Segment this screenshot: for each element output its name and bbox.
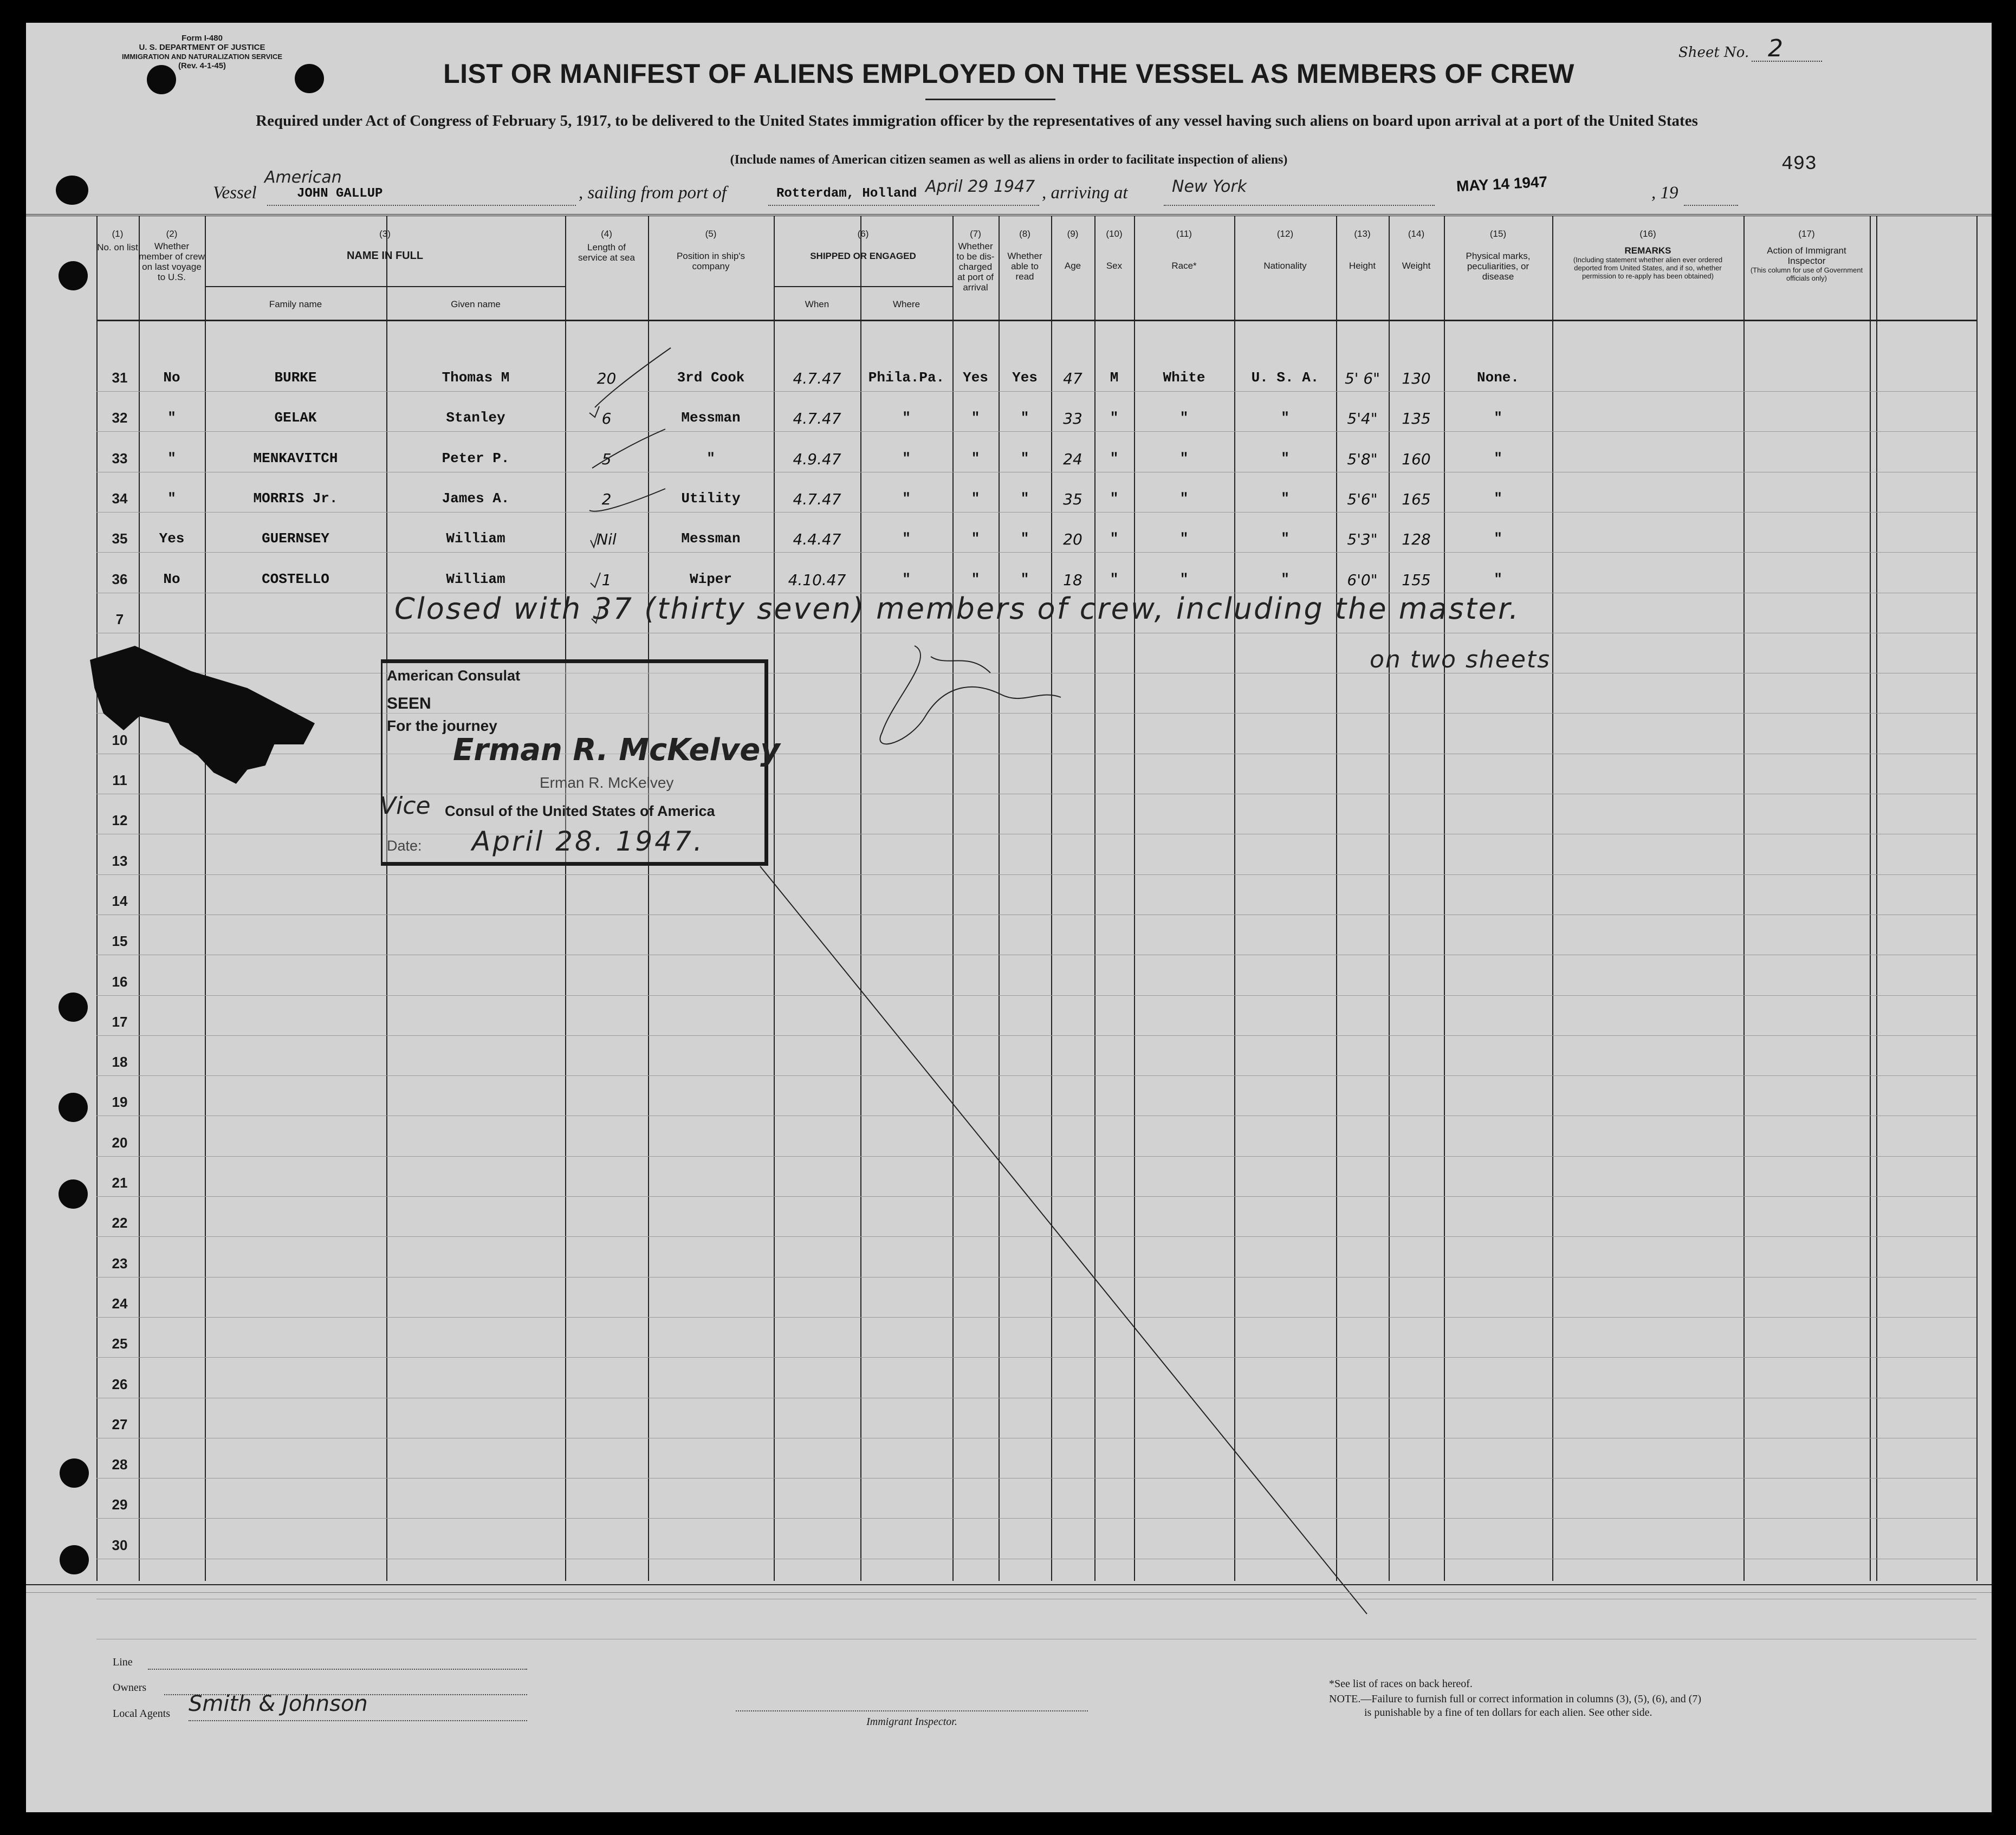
crew-cell-service: 20 (597, 369, 617, 387)
stamp-consulate: American Consulat (387, 667, 521, 684)
crew-cell-discharge: " (971, 410, 980, 426)
crew-cell-weight: 128 (1402, 530, 1431, 549)
binder-hole (59, 1093, 88, 1122)
crew-cell-given: Thomas M (442, 369, 510, 386)
footer-owners-label: Owners (113, 1682, 147, 1694)
row-number: 35 (112, 530, 128, 547)
binder-hole (59, 993, 88, 1022)
crew-cell-family: COSTELLO (262, 570, 329, 587)
crew-cell-sex: M (1110, 369, 1119, 386)
crew-cell-sex: " (1110, 530, 1119, 547)
crew-cell-position: " (706, 450, 715, 466)
row-number: 20 (112, 1134, 128, 1151)
year-label: , 19 (1651, 183, 1678, 203)
crew-cell-race: " (1179, 410, 1189, 426)
footer-inspector-label: Immigrant Inspector. (866, 1716, 957, 1728)
crew-cell-sex: " (1110, 570, 1119, 587)
crew-cell-where: Phila.Pa. (868, 369, 945, 386)
col-4-header: Length of service at sea (578, 242, 635, 263)
arriving-port: New York (1172, 177, 1247, 196)
crew-cell-last: " (167, 450, 176, 466)
row-number: 10 (112, 731, 128, 748)
crew-cell-discharge: " (971, 570, 980, 587)
col-when-header: When (805, 299, 829, 309)
col-given-name-header: Given name (451, 299, 501, 309)
crew-cell-race: White (1163, 369, 1205, 386)
crew-cell-given: James A. (442, 490, 510, 507)
sheet-label: Sheet No. (1678, 44, 1749, 61)
crew-cell-marks: " (1494, 570, 1502, 587)
crew-cell-weight: 135 (1402, 410, 1431, 428)
binder-hole (60, 1545, 89, 1574)
sheet-value: 2 (1768, 35, 1783, 62)
crew-cell-discharge: " (971, 450, 980, 466)
col-15-header: Physical marks, peculiarities, or disease (1466, 251, 1531, 282)
form-number: Form I-480 (181, 34, 223, 43)
footer-note-penalty-2: is punishable by a fine of ten dollars for each alien. See other side. (1364, 1707, 1652, 1719)
form-revision: (Rev. 4-1-45) (178, 61, 226, 70)
footer-note-races: *See list of races on back hereof. (1329, 1678, 1473, 1690)
crew-cell-service: 1 (601, 570, 612, 589)
crew-cell-race: " (1179, 450, 1189, 466)
sailing-date: April 29 1947 (925, 177, 1035, 196)
crew-cell-marks: " (1494, 530, 1502, 547)
crew-cell-service: 2 (601, 490, 612, 508)
row-number: 11 (112, 772, 127, 788)
crew-cell-nationality: " (1281, 530, 1289, 547)
stamp-vice: Vice (380, 792, 431, 820)
crew-cell-nationality: " (1281, 450, 1289, 466)
col-1-header: No. on list (97, 242, 138, 252)
crew-cell-height: 5' 6" (1344, 369, 1380, 387)
arriving-label: , arriving at (1042, 183, 1128, 203)
crew-cell-marks: " (1494, 410, 1502, 426)
closing-note-sheets: on two sheets (1370, 646, 1551, 673)
row-number: 18 (112, 1054, 128, 1071)
footer-note-penalty: NOTE.—Failure to furnish full or correct information in columns (3), (5), (6), and (7) (1329, 1693, 1702, 1705)
table-bottom-rule (26, 1584, 1992, 1587)
stamp-typed-name: Erman R. McKelvey (540, 774, 674, 791)
page-title: LIST OR MANIFEST OF ALIENS EMPLOYED ON THE VESSEL AS MEMBERS OF CREW (443, 59, 1574, 89)
col-9-number: (9) (1067, 229, 1079, 239)
row-number: 17 (112, 1013, 128, 1030)
vessel-nationality: American (264, 168, 342, 187)
crew-cell-discharge: Yes (963, 369, 988, 386)
col-17-header: Action of Immigrant Inspector (1767, 245, 1846, 266)
col-15-number: (15) (1489, 229, 1507, 239)
crew-cell-race: " (1179, 490, 1189, 507)
col-5-header: Position in ship's company (676, 251, 746, 271)
crew-cell-age: 35 (1063, 490, 1082, 508)
col-12-number: (12) (1276, 229, 1294, 239)
crew-cell-family: GELAK (274, 410, 317, 426)
crew-cell-nationality: U. S. A. (1251, 369, 1319, 386)
col-14-header: Weight (1402, 261, 1431, 271)
form-service: IMMIGRATION AND NATURALIZATION SERVICE (121, 53, 283, 61)
sailing-label: , sailing from port of (579, 183, 727, 203)
col-7-number: (7) (970, 229, 981, 239)
crew-cell-last: No (163, 570, 180, 587)
page-subtitle-note: (Include names of American citizen seamen as well as aliens in order to facilitate inspection of aliens) (730, 153, 1288, 167)
crew-cell-given: William (446, 530, 505, 547)
crew-cell-weight: 130 (1402, 369, 1431, 387)
title-underline (925, 99, 1055, 100)
table-top-rule (26, 214, 1992, 216)
col-10-number: (10) (1106, 229, 1123, 239)
crew-cell-position: Messman (681, 410, 741, 426)
crew-cell-position: Messman (681, 530, 741, 547)
row-number: 27 (112, 1416, 128, 1432)
col-where-header: Where (892, 299, 921, 309)
col-8-header: Whether able to read (1007, 251, 1042, 282)
col-1-number: (1) (112, 229, 124, 239)
col-3-number: (3) (379, 229, 391, 239)
row-number: 13 (112, 852, 128, 869)
crew-cell-when: 4.10.47 (788, 570, 846, 589)
col-12-header: Nationality (1263, 261, 1307, 271)
row-number: 29 (112, 1496, 128, 1513)
crew-cell-service: 5 (601, 450, 612, 468)
page-number: 493 (1781, 153, 1817, 175)
col-10-header: Sex (1106, 261, 1123, 271)
sailing-port: Rotterdam, Holland (776, 186, 917, 201)
col-6-number: (6) (857, 229, 869, 239)
row-number: 26 (112, 1376, 128, 1392)
binder-hole (56, 176, 88, 205)
crew-cell-age: 33 (1063, 410, 1082, 428)
footer-agents-signature: Smith & Johnson (189, 1691, 368, 1716)
crew-cell-sex: " (1110, 490, 1119, 507)
crew-cell-position: 3rd Cook (677, 369, 745, 386)
crew-cell-where: " (902, 450, 911, 466)
crew-cell-family: GUERNSEY (262, 530, 329, 547)
crew-cell-read: Yes (1012, 369, 1038, 386)
crew-cell-height: 5'4" (1347, 410, 1378, 428)
manifest-sheet (26, 23, 1992, 1812)
crew-cell-marks: None. (1476, 369, 1519, 386)
consul-signature: Erman R. McKelvey (453, 732, 780, 768)
col-9-header: Age (1064, 261, 1081, 271)
crew-cell-last: No (163, 369, 180, 386)
crew-cell-service: Nil (597, 530, 617, 549)
col-17-number: (17) (1798, 229, 1815, 239)
crew-cell-where: " (902, 410, 911, 426)
col-16-note: (Including statement whether alien ever ordered deported from United States, and if so, whether permission to re-apply has been obtained) (1573, 256, 1723, 280)
consular-stamp (380, 659, 780, 866)
col-2-number: (2) (166, 229, 178, 239)
crew-cell-position: Wiper (689, 570, 732, 587)
checkmark-strokes (584, 342, 676, 624)
col-11-header: Race* (1171, 261, 1197, 271)
row-number: 19 (112, 1094, 128, 1111)
col-6-header: SHIPPED OR ENGAGED (810, 251, 916, 261)
stamp-seen: SEEN (387, 695, 431, 712)
col-4-number: (4) (601, 229, 612, 239)
row-number: 16 (112, 973, 128, 990)
col-5-number: (5) (705, 229, 717, 239)
crew-cell-height: 5'8" (1347, 450, 1378, 468)
crew-cell-race: " (1179, 570, 1189, 587)
row-number: 22 (112, 1215, 128, 1231)
crew-cell-last: " (167, 410, 176, 426)
col-13-number: (13) (1354, 229, 1371, 239)
row-number: 34 (112, 490, 128, 507)
crew-cell-age: 18 (1063, 570, 1082, 589)
stamp-journey: For the journey (387, 717, 497, 734)
stamp-date-label: Date: (387, 838, 422, 854)
crew-cell-when: 4.7.47 (793, 369, 841, 387)
crew-cell-when: 4.9.47 (793, 450, 841, 468)
crew-cell-height: 5'3" (1347, 530, 1378, 549)
row-number: 25 (112, 1335, 128, 1352)
row-number: 7 (115, 611, 124, 627)
row-number: 30 (112, 1536, 128, 1553)
row-number: 23 (112, 1255, 128, 1272)
crew-cell-read: " (1020, 530, 1029, 547)
col-family-name-header: Family name (269, 299, 322, 309)
row-number: 12 (112, 812, 128, 829)
crew-cell-position: Utility (681, 490, 741, 507)
footer-agents-label: Local Agents (113, 1708, 171, 1720)
crew-cell-height: 6'0" (1347, 570, 1378, 589)
col-2-header: Whether member of crew on last voyage to U.S. (139, 241, 205, 282)
vessel-name: JOHN GALLUP (297, 186, 383, 201)
crew-cell-nationality: " (1281, 570, 1289, 587)
row-number: 36 (112, 570, 128, 587)
crew-cell-read: " (1020, 450, 1029, 466)
crew-cell-last: " (167, 490, 176, 507)
footer-line-label: Line (113, 1656, 133, 1668)
crew-cell-given: William (446, 570, 505, 587)
page-subtitle: Required under Act of Congress of February 5, 1917, to be delivered to the United States immigration officer by the representatives of any vessel having such aliens on board upon arrival at a port of the United States (256, 112, 1698, 129)
crew-cell-where: " (902, 530, 911, 547)
row-number: 32 (112, 410, 128, 426)
cancellation-line (757, 864, 1386, 1617)
col-7-header: Whether to be dis-charged at port of arrival (956, 241, 995, 293)
crew-cell-height: 5'6" (1347, 490, 1378, 508)
crew-cell-discharge: " (971, 530, 980, 547)
crew-cell-given: Peter P. (442, 450, 510, 466)
crew-cell-nationality: " (1281, 490, 1289, 507)
crew-cell-weight: 160 (1402, 450, 1431, 468)
crew-cell-race: " (1179, 530, 1189, 547)
crew-cell-age: 24 (1063, 450, 1082, 468)
crew-cell-sex: " (1110, 410, 1119, 426)
row-number: 28 (112, 1456, 128, 1473)
crew-cell-read: " (1020, 490, 1029, 507)
row-number: 24 (112, 1295, 128, 1312)
stamp-consul-title: Consul of the United States of America (445, 803, 715, 819)
crew-cell-age: 47 (1063, 369, 1082, 387)
crew-cell-read: " (1020, 570, 1029, 587)
binder-hole (60, 1458, 89, 1488)
closing-note: Closed with 37 (thirty seven) members of crew, including the master. (394, 592, 1520, 626)
col-16-number: (16) (1639, 229, 1656, 239)
row-number: 21 (112, 1175, 128, 1191)
row-number: 31 (112, 369, 128, 386)
crew-cell-read: " (1020, 410, 1029, 426)
arrival-date-stamp: MAY 14 1947 (1456, 173, 1548, 195)
stamp-date: April 28. 1947. (472, 826, 704, 857)
ink-blot (90, 646, 315, 787)
col-3-header: NAME IN FULL (346, 250, 424, 262)
crew-cell-when: 4.4.47 (793, 530, 841, 549)
vessel-label: Vessel (213, 183, 257, 203)
binder-hole (59, 1179, 88, 1209)
crew-cell-last: Yes (159, 530, 185, 547)
col-13-header: Height (1349, 261, 1376, 271)
crew-cell-weight: 165 (1402, 490, 1431, 508)
crew-cell-discharge: " (971, 490, 980, 507)
col-17-note: (This column for use of Government officials only) (1750, 266, 1863, 282)
crew-cell-age: 20 (1063, 530, 1082, 549)
crew-cell-when: 4.7.47 (793, 410, 841, 428)
row-number: 15 (112, 933, 128, 950)
crew-cell-family: BURKE (274, 369, 317, 386)
crew-cell-marks: " (1494, 490, 1502, 507)
crew-cell-where: " (902, 570, 911, 587)
crew-cell-nationality: " (1281, 410, 1289, 426)
crew-cell-marks: " (1494, 450, 1502, 466)
crew-cell-family: MORRIS Jr. (253, 490, 338, 507)
crew-cell-weight: 155 (1402, 570, 1431, 589)
crew-cell-service: 6 (601, 410, 612, 428)
col-14-number: (14) (1408, 229, 1425, 239)
col-16-header: REMARKS (1624, 245, 1671, 256)
crew-cell-family: MENKAVITCH (253, 450, 338, 466)
col-8-number: (8) (1019, 229, 1030, 239)
form-department: U. S. DEPARTMENT OF JUSTICE (139, 43, 265, 52)
binder-hole (59, 261, 88, 290)
row-number: 33 (112, 450, 128, 466)
crew-cell-given: Stanley (446, 410, 505, 426)
col-11-number: (11) (1176, 229, 1192, 239)
crew-cell-where: " (902, 490, 911, 507)
master-signature (860, 635, 1088, 754)
crew-cell-when: 4.7.47 (793, 490, 841, 508)
crew-cell-sex: " (1110, 450, 1119, 466)
row-number: 14 (112, 892, 128, 909)
